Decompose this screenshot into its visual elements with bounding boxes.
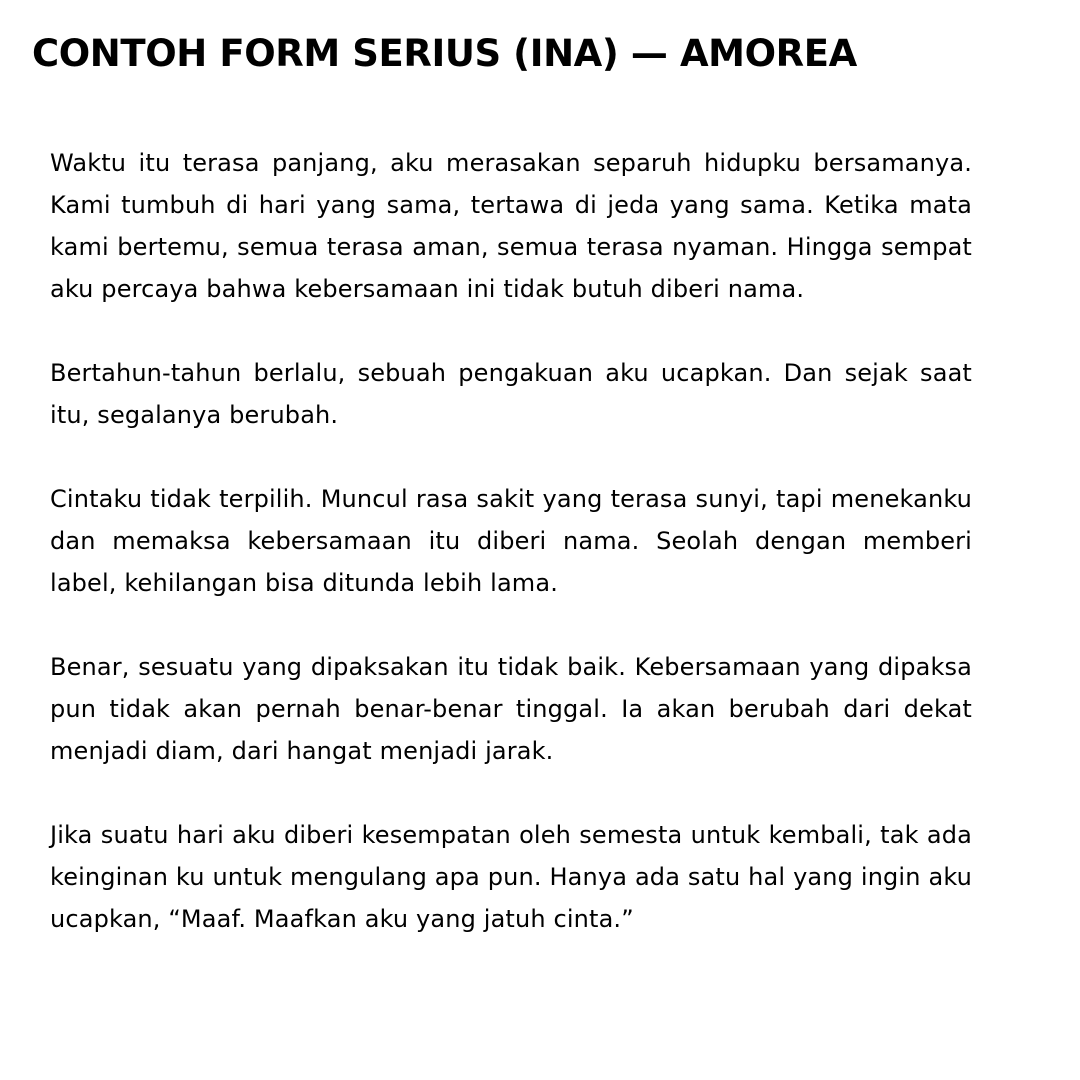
paragraph-3: Cintaku tidak terpilih. Muncul rasa sakit yang terasa sunyi, tapi menekanku dan memaksa kebersamaan itu diberi nama. Seolah dengan memberi label, kehilangan bisa ditunda lebih lama.	[50, 485, 972, 597]
document-title: CONTOH FORM SERIUS (INA) — AMOREA	[32, 32, 857, 75]
paragraph-1: Waktu itu terasa panjang, aku merasakan separuh hidupku bersamanya. Kami tumbuh di hari yang sama, tertawa di jeda yang sama. Ketika mata kami bertemu, semua terasa aman, semua terasa nyaman. Hingga sempat aku percaya bahwa kebersamaan ini tidak butuh diberi nama.	[50, 149, 972, 303]
document-body	[50, 142, 972, 940]
paragraph-5: Jika suatu hari aku diberi kesempatan oleh semesta untuk kembali, tak ada keinginan ku untuk mengulang apa pun. Hanya ada satu hal yang ingin aku ucapkan, “Maaf. Maafkan aku yang jatuh cinta.”	[50, 821, 972, 933]
paragraph-4: Benar, sesuatu yang dipaksakan itu tidak baik. Kebersamaan yang dipaksa pun tidak akan pernah benar-benar tinggal. Ia akan berubah dari dekat menjadi diam, dari hangat menjadi jarak.	[50, 653, 972, 765]
paragraph-2: Bertahun-tahun berlalu, sebuah pengakuan aku ucapkan. Dan sejak saat itu, segalanya berubah.	[50, 359, 972, 429]
